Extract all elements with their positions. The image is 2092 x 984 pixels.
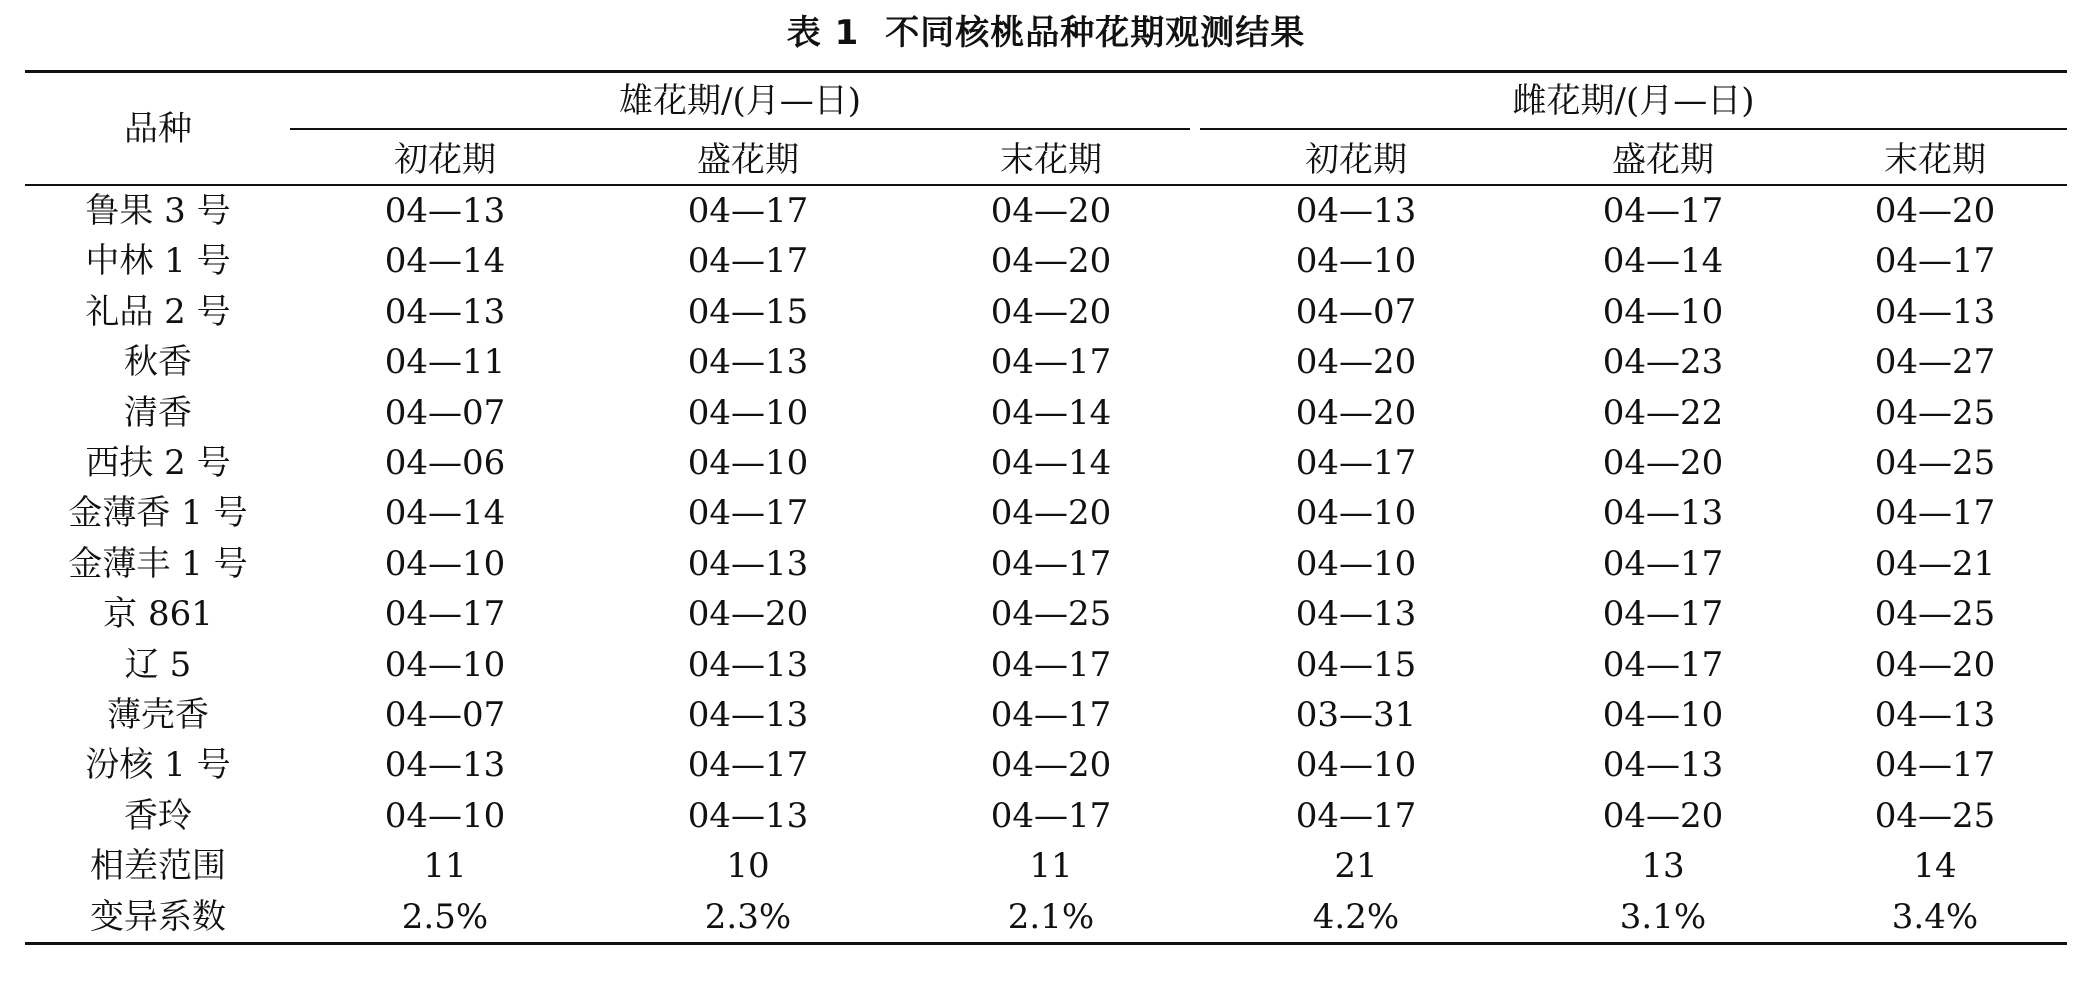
female-initial-value: 04—07 bbox=[1295, 291, 1417, 332]
male-peak-value: 04—17 bbox=[687, 493, 809, 534]
male-peak-value: 10 bbox=[726, 846, 770, 887]
female-final-value: 04—25 bbox=[1874, 443, 1996, 483]
male-initial-value: 04—14 bbox=[384, 241, 506, 282]
female-initial-header: 初花期 bbox=[1305, 140, 1407, 180]
male-initial-value: 04—10 bbox=[384, 795, 506, 836]
female-peak-value: 04—10 bbox=[1602, 695, 1724, 735]
female-final-value: 04—25 bbox=[1874, 594, 1996, 635]
female-initial-value: 04—10 bbox=[1295, 543, 1417, 584]
male-peak-value: 04—13 bbox=[687, 543, 809, 584]
male-flowering-group-header: 雄花期/(月—日) bbox=[619, 81, 861, 121]
variety-name: 金薄丰 1 号 bbox=[68, 543, 248, 584]
male-peak-header: 盛花期 bbox=[697, 140, 799, 180]
female-peak-value: 04—17 bbox=[1602, 594, 1724, 635]
male-initial-value: 11 bbox=[423, 846, 467, 887]
female-final-value: 3.4% bbox=[1891, 896, 1979, 937]
male-peak-value: 04—13 bbox=[687, 795, 809, 836]
female-initial-value: 03—31 bbox=[1295, 695, 1417, 735]
female-final-value: 14 bbox=[1913, 846, 1957, 887]
male-initial-value: 04—13 bbox=[384, 191, 506, 231]
female-peak-value: 04—14 bbox=[1602, 241, 1724, 282]
variety-header: 品种 bbox=[124, 109, 192, 149]
variety-name: 京 861 bbox=[103, 594, 213, 635]
male-final-value: 11 bbox=[1029, 846, 1073, 887]
male-initial-value: 04—10 bbox=[384, 543, 506, 584]
male-final-value: 04—20 bbox=[990, 191, 1112, 231]
female-peak-value: 04—17 bbox=[1602, 543, 1724, 584]
male-peak-value: 04—17 bbox=[687, 241, 809, 282]
male-initial-value: 04—14 bbox=[384, 493, 506, 534]
female-initial-value: 04—20 bbox=[1295, 342, 1417, 383]
female-peak-value: 04—13 bbox=[1602, 745, 1724, 786]
female-final-value: 04—20 bbox=[1874, 191, 1996, 231]
female-peak-value: 13 bbox=[1641, 846, 1685, 887]
female-initial-value: 21 bbox=[1334, 846, 1378, 887]
male-initial-value: 04—07 bbox=[384, 695, 506, 735]
female-peak-value: 04—22 bbox=[1602, 392, 1724, 433]
male-final-value: 04—20 bbox=[990, 745, 1112, 786]
male-final-value: 04—17 bbox=[990, 644, 1112, 685]
variety-name: 辽 5 bbox=[124, 644, 192, 685]
female-final-header: 末花期 bbox=[1884, 140, 1986, 180]
female-final-value: 04—17 bbox=[1874, 241, 1996, 282]
top-rule bbox=[25, 70, 2067, 73]
male-final-header: 末花期 bbox=[1000, 140, 1102, 180]
female-peak-value: 3.1% bbox=[1619, 896, 1707, 937]
male-final-value: 04—25 bbox=[990, 594, 1112, 635]
male-peak-value: 04—13 bbox=[687, 644, 809, 685]
male-final-value: 04—17 bbox=[990, 795, 1112, 836]
female-initial-value: 04—20 bbox=[1295, 392, 1417, 433]
male-peak-value: 04—13 bbox=[687, 695, 809, 735]
female-initial-value: 04—13 bbox=[1295, 594, 1417, 635]
male-final-value: 04—17 bbox=[990, 695, 1112, 735]
female-peak-value: 04—23 bbox=[1602, 342, 1724, 383]
male-peak-value: 04—20 bbox=[687, 594, 809, 635]
female-peak-value: 04—17 bbox=[1602, 644, 1724, 685]
variety-name: 香玲 bbox=[124, 795, 192, 836]
male-peak-value: 04—17 bbox=[687, 191, 809, 231]
table-number: 表 1 bbox=[786, 13, 860, 53]
variety-name: 变异系数 bbox=[90, 896, 226, 937]
male-initial-value: 2.5% bbox=[401, 896, 489, 937]
male-final-value: 04—17 bbox=[990, 543, 1112, 584]
female-final-value: 04—13 bbox=[1874, 695, 1996, 735]
female-final-value: 04—27 bbox=[1874, 342, 1996, 383]
table-caption bbox=[0, 8, 2092, 58]
female-flowering-group-header: 雌花期/(月—日) bbox=[1512, 81, 1755, 121]
female-final-value: 04—17 bbox=[1874, 745, 1996, 786]
female-final-value: 04—17 bbox=[1874, 493, 1996, 534]
female-peak-header: 盛花期 bbox=[1612, 140, 1714, 180]
male-final-value: 04—14 bbox=[990, 443, 1112, 483]
female-initial-value: 04—10 bbox=[1295, 241, 1417, 282]
female-peak-value: 04—20 bbox=[1602, 443, 1724, 483]
male-peak-value: 04—13 bbox=[687, 342, 809, 383]
variety-name: 礼品 2 号 bbox=[85, 291, 231, 332]
male-final-value: 04—17 bbox=[990, 342, 1112, 383]
female-final-value: 04—13 bbox=[1874, 291, 1996, 332]
male-peak-value: 04—10 bbox=[687, 392, 809, 433]
female-initial-value: 04—17 bbox=[1295, 795, 1417, 836]
male-initial-value: 04—17 bbox=[384, 594, 506, 635]
male-initial-value: 04—13 bbox=[384, 745, 506, 786]
male-initial-value: 04—11 bbox=[384, 342, 506, 383]
male-initial-value: 04—07 bbox=[384, 392, 506, 433]
variety-name: 汾核 1 号 bbox=[85, 745, 231, 786]
male-initial-value: 04—06 bbox=[384, 443, 506, 483]
male-initial-header: 初花期 bbox=[394, 140, 496, 180]
variety-name: 秋香 bbox=[124, 342, 192, 383]
male-final-value: 04—20 bbox=[990, 493, 1112, 534]
table-title: 不同核桃品种花期观测结果 bbox=[885, 13, 1306, 53]
male-group-rule bbox=[290, 128, 1190, 130]
male-peak-value: 04—15 bbox=[687, 291, 809, 332]
female-final-value: 04—25 bbox=[1874, 795, 1996, 836]
variety-name: 清香 bbox=[124, 392, 192, 433]
bottom-rule bbox=[25, 942, 2067, 945]
female-initial-value: 04—10 bbox=[1295, 745, 1417, 786]
female-final-value: 04—20 bbox=[1874, 644, 1996, 685]
variety-name: 鲁果 3 号 bbox=[85, 191, 231, 231]
female-initial-value: 04—10 bbox=[1295, 493, 1417, 534]
female-peak-value: 04—13 bbox=[1602, 493, 1724, 534]
male-peak-value: 2.3% bbox=[704, 896, 792, 937]
female-final-value: 04—25 bbox=[1874, 392, 1996, 433]
female-peak-value: 04—10 bbox=[1602, 291, 1724, 332]
male-peak-value: 04—10 bbox=[687, 443, 809, 483]
male-initial-value: 04—13 bbox=[384, 291, 506, 332]
female-initial-value: 04—17 bbox=[1295, 443, 1417, 483]
variety-name: 金薄香 1 号 bbox=[68, 493, 248, 534]
female-initial-value: 4.2% bbox=[1312, 896, 1400, 937]
male-final-value: 04—14 bbox=[990, 392, 1112, 433]
female-peak-value: 04—17 bbox=[1602, 191, 1724, 231]
variety-name: 西扶 2 号 bbox=[85, 443, 231, 483]
female-final-value: 04—21 bbox=[1874, 543, 1996, 584]
male-peak-value: 04—17 bbox=[687, 745, 809, 786]
female-group-rule bbox=[1200, 128, 2067, 130]
male-final-value: 2.1% bbox=[1007, 896, 1095, 937]
male-final-value: 04—20 bbox=[990, 241, 1112, 282]
variety-name: 薄壳香 bbox=[107, 695, 209, 735]
female-initial-value: 04—13 bbox=[1295, 191, 1417, 231]
male-initial-value: 04—10 bbox=[384, 644, 506, 685]
male-final-value: 04—20 bbox=[990, 291, 1112, 332]
female-peak-value: 04—20 bbox=[1602, 795, 1724, 836]
variety-name: 相差范围 bbox=[90, 846, 226, 887]
variety-name: 中林 1 号 bbox=[85, 241, 231, 282]
female-initial-value: 04—15 bbox=[1295, 644, 1417, 685]
